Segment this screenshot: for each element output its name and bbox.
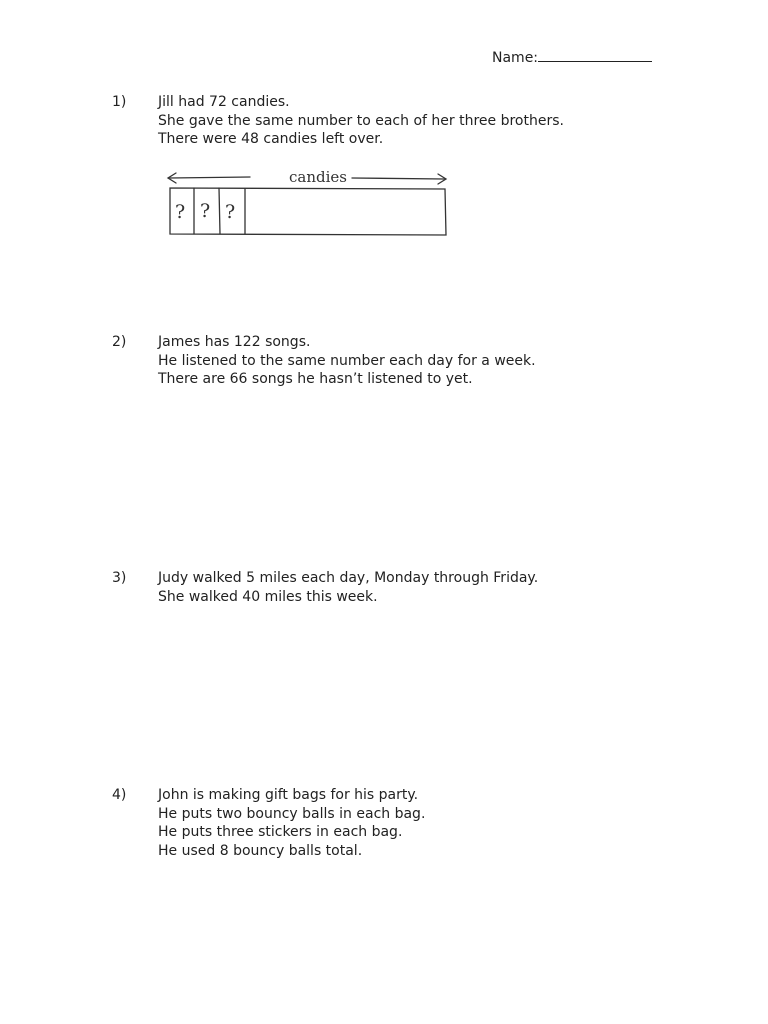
unknown-mark: ? xyxy=(175,201,186,223)
problem-line: He used 8 bouncy balls total. xyxy=(158,842,363,859)
name-label: Name: xyxy=(492,50,539,66)
problem-line: John is making gift bags for his party. xyxy=(158,787,419,803)
problem-line: She gave the same number to each of her three brothers. xyxy=(158,112,564,129)
problem-number: 4) xyxy=(112,787,127,803)
diagram-label: candies xyxy=(289,168,347,186)
problem-line: There are 66 songs he hasn’t listened to yet. xyxy=(158,371,473,387)
tape-box xyxy=(170,188,446,235)
problem-line: He puts three stickers in each bag. xyxy=(158,824,403,840)
tape-divider xyxy=(219,188,220,234)
arrow-right-line xyxy=(352,178,444,179)
tape-diagram xyxy=(160,164,452,240)
problem-number: 3) xyxy=(112,570,127,586)
name-field[interactable] xyxy=(492,46,652,68)
unknown-mark: ? xyxy=(200,200,211,222)
problem-line: Jill had 72 candies. xyxy=(158,94,290,110)
problem-line: She walked 40 miles this week. xyxy=(158,588,378,605)
problem-line: He listened to the same number each day for a week. xyxy=(158,352,536,369)
problem-text xyxy=(158,786,678,860)
problem-text xyxy=(158,333,678,389)
unknown-mark: ? xyxy=(225,201,236,223)
problem-line: He puts two bouncy balls in each bag. xyxy=(158,805,426,822)
problem-line: Judy walked 5 miles each day, Monday through Friday. xyxy=(158,570,539,586)
problem-number: 1) xyxy=(112,94,127,110)
problem-text xyxy=(158,569,678,606)
problem-line: James has 122 songs. xyxy=(158,334,311,350)
arrow-left-line xyxy=(170,177,250,178)
problem-text xyxy=(158,93,678,149)
name-blank-line[interactable] xyxy=(538,46,652,62)
problem-line: There were 48 candies left over. xyxy=(158,131,384,147)
problem-number: 2) xyxy=(112,334,127,350)
